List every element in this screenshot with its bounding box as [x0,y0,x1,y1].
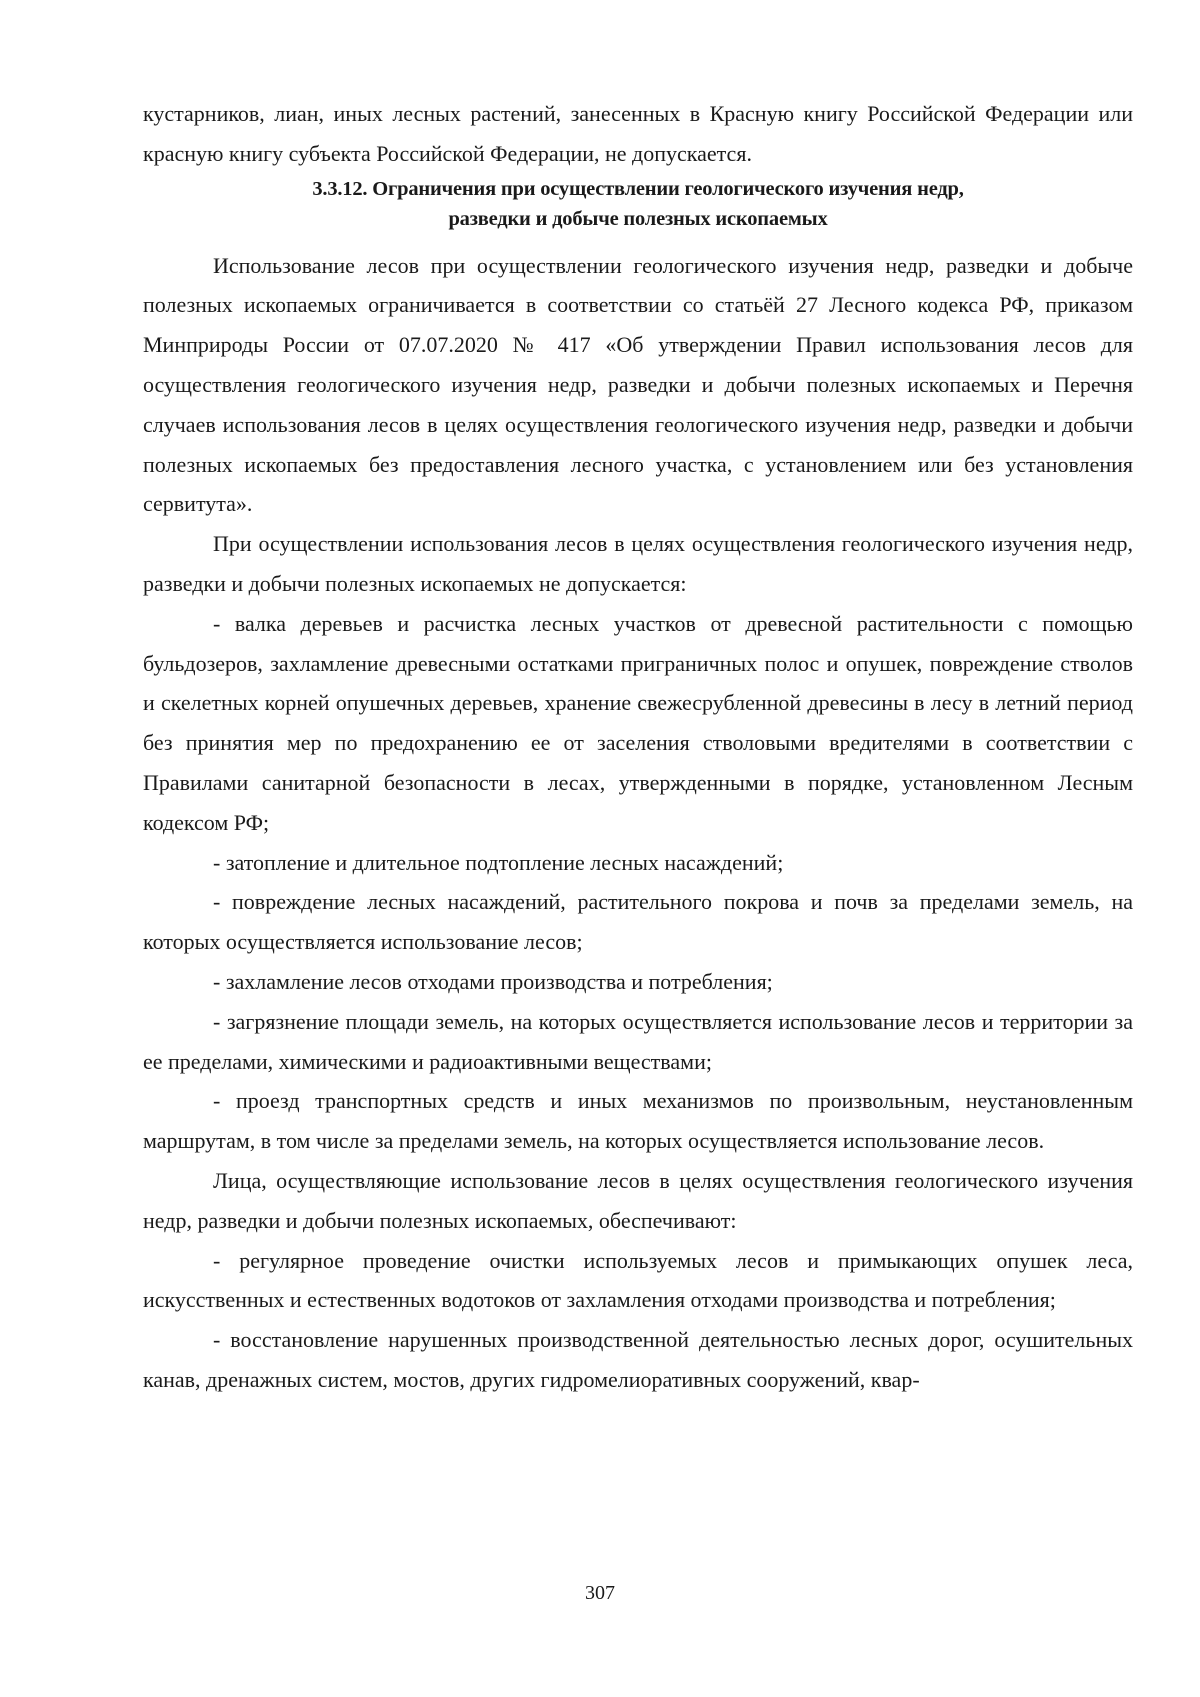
page-number: 307 [585,1582,615,1604]
section-heading [143,174,1133,234]
intro-paragraph: кустарников, лиан, иных лесных растений, занесенных в Красную книгу Российской Федерации или красную книгу субъекта Российской Федерации, не допускается. [143,101,1133,166]
obligation-list [143,1241,1133,1400]
list-item: - регулярное проведение очистки используемых лесов и примыкающих опушек леса, искусственных и естественных водотоков от захламления отходами производства и потребления; [143,1247,1133,1313]
section-heading-line2: разведки и добыче полезных ископаемых [448,207,828,230]
list-item: - загрязнение площади земель, на которых осуществляется использование лесов и территории за ее пределами, химическими и радиоактивными веществами; [143,1008,1133,1074]
paragraph-prohibitions-intro: При осуществлении использования лесов в целях осуществления геологического изучения недр, разведки и добычи полезных ископаемых не допускается: [143,531,1133,596]
prohibited-list [143,604,1133,1161]
list-item: - восстановление нарушенных производственной деятельностью лесных дорог, осушительных канав, дренажных систем, мостов, других гидромелиоративных сооружений, квар- [143,1327,1133,1392]
list-item: - затопление и длительное подтопление лесных насаждений; [213,849,784,875]
paragraph-usage-restrictions: Использование лесов при осуществлении геологического изучения недр, разведки и добыче полезных ископаемых ограничивается в соответствии со статьёй 27 Лесного кодекса РФ, приказом Минприроды России от 07.07.2020 № 417 «Об утверждении Правил использования лесов для осуществления геологического изучения недр, разведки и добычи полезных ископаемых и Перечня случаев использования лесов в целях осуществления геологического изучения недр, разведки и добычи полезных ископаемых без предоставления лесного участка, с установлением или без установления сервитута». [143,252,1133,517]
list-item: - проезд транспортных средств и иных механизмов по произвольным, неустановленным маршрутам, в том числе за пределами земель, на которых осуществляется использование лесов. [143,1088,1133,1154]
list-item: - валка деревьев и расчистка лесных участков от древесной растительности с помощью бульдозеров, захламление древесными остатками приграничных полос и опушек, повреждение стволов и скелетных корней опушечных деревьев, хранение свежесрубленной древесины в лесу в летний период без принятия мер по предохранению ее от заселения стволовыми вредителями в соответствии с Правилами санитарной безопасности в лесах, утвержденными в порядке, установленном Лесным кодексом РФ; [143,610,1133,835]
document-page [143,94,1133,1400]
list-item: - захламление лесов отходами производства и потребления; [213,968,773,994]
section-heading-line1: 3.3.12. Ограничения при осуществлении геологического изучения недр, [312,177,964,200]
list-item: - повреждение лесных насаждений, растительного покрова и почв за пределами земель, на которых осуществляется использование лесов; [143,889,1133,955]
paragraph-obligations-intro: Лица, осуществляющие использование лесов в целях осуществления геологического изучения недр, разведки и добычи полезных ископаемых, обеспечивают: [143,1167,1133,1233]
